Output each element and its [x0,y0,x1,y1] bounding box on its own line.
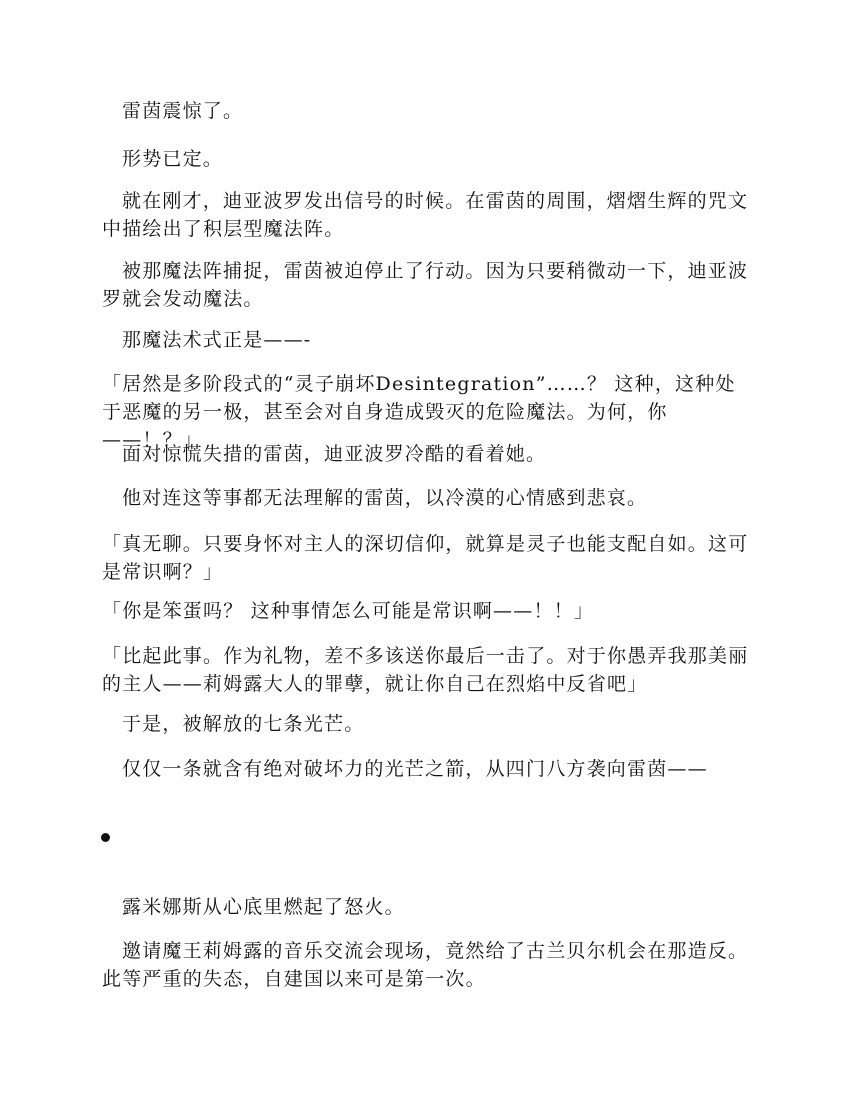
paragraph: 于是，被解放的七条光芒。 [122,713,365,735]
paragraph: 被那魔法阵捕捉，雷茵被迫停止了行动。因为只要稍微动一下，迪亚波罗就会发动魔法。 [102,260,749,310]
dialogue-paragraph: 「比起此事。作为礼物，差不多该送你最后一击了。对于你愚弄我那美丽的主人——莉姆露大人的罪孽，就让你自己在烈焰中反省吧」 [102,645,749,695]
paragraph: 就在刚才，迪亚波罗发出信号的时候。在雷茵的周围，熠熠生辉的咒文中描绘出了积层型魔法阵。 [102,190,749,240]
dialogue-paragraph: 「居然是多阶段式的“灵子崩坏Desintegration”……？ 这种，这种处于恶魔的另一极，甚至会对自身造成毁灭的危险魔法。为何，你——！？」 [102,373,736,451]
paragraph: 他对连这等事都无法理解的雷茵，以冷漠的心情感到悲哀。 [122,487,648,509]
section-bullet-icon [101,833,110,842]
paragraph: 邀请魔王莉姆露的音乐交流会现场，竟然给了古兰贝尔机会在那造反。此等严重的失态，自建国以来可是第一次。 [102,940,749,990]
dialogue-paragraph: 「真无聊。只要身怀对主人的深切信仰，就算是灵子也能支配自如。这可是常识啊？」 [102,533,749,583]
paragraph: 雷茵震惊了。 [122,100,244,122]
dialogue-paragraph: 「你是笨蛋吗？ 这种事情怎么可能是常识啊——！！」 [102,600,595,622]
paragraph: 形势已定。 [122,148,224,170]
paragraph: 那魔法术式正是——- [122,329,312,351]
paragraph: 露米娜斯从心底里燃起了怒火。 [122,896,405,918]
paragraph: 仅仅一条就含有绝对破坏力的光芒之箭，从四门八方袭向雷茵—— [122,758,708,780]
paragraph: 面对惊慌失措的雷茵，迪亚波罗冷酷的看着她。 [122,443,547,465]
